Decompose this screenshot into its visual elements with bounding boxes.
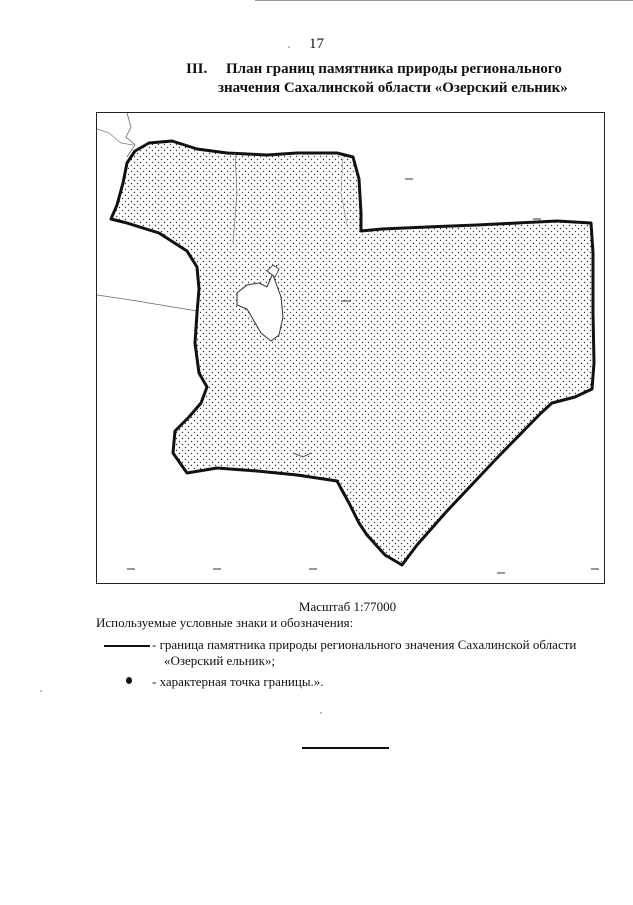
scan-speck bbox=[40, 690, 42, 692]
section-number: III. bbox=[186, 61, 208, 77]
top-rule bbox=[255, 0, 633, 1]
title-line-1: План границ памятника природы регионального bbox=[226, 61, 562, 77]
legend-boundary-line-symbol bbox=[104, 645, 150, 647]
scan-speck bbox=[288, 46, 290, 48]
title-line-2: значения Сахалинской области «Озерский ельник» bbox=[218, 80, 568, 96]
scan-speck bbox=[320, 712, 322, 714]
legend-point-symbol bbox=[126, 677, 132, 684]
creek-line-north-2 bbox=[97, 129, 133, 145]
legend-boundary-line-text-1: - граница памятника природы регионального значения Сахалинской области bbox=[152, 637, 577, 652]
legend-heading: Используемые условные знаки и обозначения: bbox=[96, 615, 354, 630]
boundary-map bbox=[96, 112, 605, 584]
monument-area bbox=[111, 141, 594, 565]
boundary-map-svg bbox=[97, 113, 605, 584]
legend-boundary-line-text bbox=[152, 637, 576, 669]
footer-rule bbox=[302, 747, 389, 749]
creek-line-west bbox=[97, 295, 197, 311]
map-scale: Масштаб 1:77000 bbox=[298, 599, 397, 614]
legend-boundary-line-text-2: «Озерский ельник»; bbox=[164, 653, 276, 668]
page-number: 17 bbox=[309, 36, 324, 52]
legend-point-text: - характерная точка границы.». bbox=[152, 674, 324, 689]
